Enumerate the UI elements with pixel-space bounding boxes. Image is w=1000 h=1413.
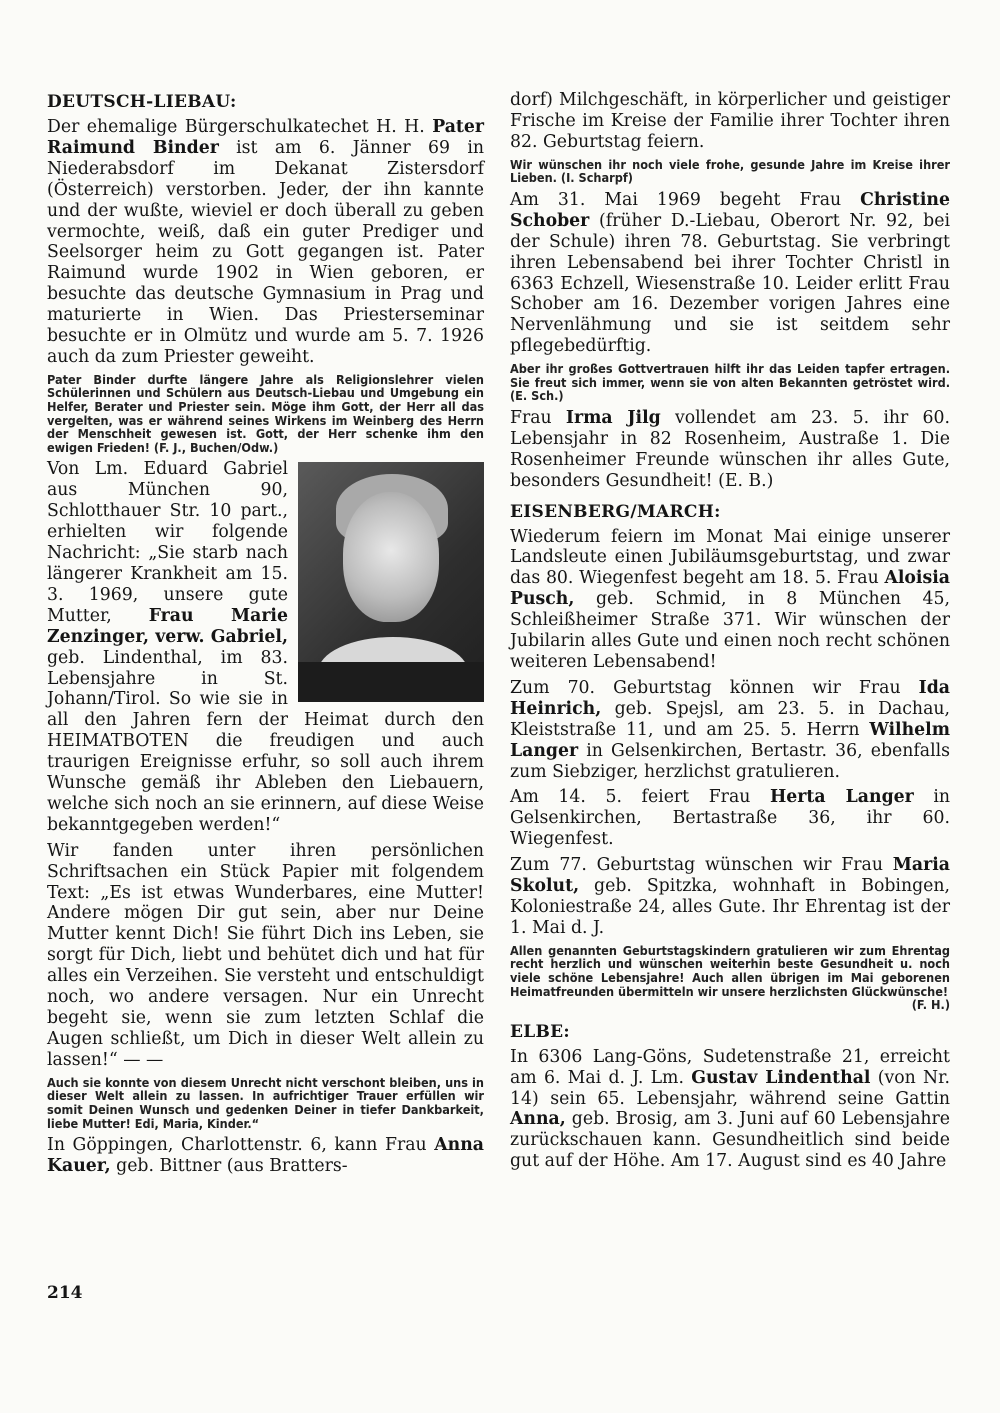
person-name: Anna, <box>510 1109 566 1130</box>
note-signature: (F. H.) <box>911 997 950 1013</box>
kauer-continued <box>510 90 950 153</box>
pusch-paragraph: Wiederum feiern im Monat Mai einige unserer Landsleute einen Jubiläumsgeburtstag, und zwar das 80. Wiegenfest begeht am 18. 5. Frau Aloisia Pusch, geb. Schmid, in 8 München 45, Schleißheimer Straße 371. Wir wünschen der Jubilarin alles Gute und einen noch recht schönen weiteren Lebensabend! <box>510 526 950 672</box>
section-heading-deutsch-liebau: DEUTSCH-LIEBAU: <box>47 92 237 112</box>
skolut-paragraph: Zum 77. Geburtstag wünschen wir Frau Maria Skolut, geb. Spitzka, wohnhaft in Bobingen, Koloniestraße 24, alles Gute. Ihr Ehrentag ist der 1. Mai d. J. <box>510 855 950 938</box>
lindenthal-paragraph: In 6306 Lang-Göns, Sudetenstraße 21, erreicht am 6. Mai d. J. Lm. Gustav Lindenthal (von Nr. 14) sein 65. Lebensjahr, während seine Gattin Anna, geb. Brosig, am 3. Juni auf 60 Lebensjahre zurückschauen kann. Gesundheitlich sind beide gut auf der Höhe. Am 17. August sind es 40 Jahre <box>510 1046 950 1172</box>
person-name: Maria Skolut, <box>510 855 950 897</box>
mother-quote-paragraph: Wir fanden unter ihren persönlichen Schriftsachen ein Stück Papier mit folgendem Text: „Es ist etwas Wunderbares, eine Mutter! Andere mögen Dir gut sein, aber nur Deine Mutter kennt Dich! Sie führt Dich ins Leben, sie sorgt für Dich, liebt und behütet dich und hat für alles ein Verzeihen. Sie versteht und entschuldigt noch, wo andere versagen. Nur ein Unrecht begeht sie, wenn sie zum letzten Schlaf die Augen schließt, um Dich in dieser Welt allein zu lassen!“ — — <box>47 840 484 1070</box>
heinrich-langer-paragraph: Zum 70. Geburtstag können wir Frau Ida Heinrich, geb. Spejsl, am 23. 5. in Dachau, Kleiststraße 11, und am 25. 5. Herrn Wilhelm Langer in Gelsenkirchen, Bertastr. 36, ebenfalls zum Siebziger, herzlichst gratulieren. <box>510 677 950 782</box>
schober-note: Aber ihr großes Gottvertrauen hilft ihr das Leiden tapfer ertragen. Sie freut sich immer, wenn sie von alten Bekannten getröstet wird. (E. Sch.) <box>510 361 950 404</box>
left-column <box>47 90 484 1182</box>
person-name: Frau Marie Zenzinger, verw. Gabriel, <box>47 605 288 647</box>
family-note: Auch sie konnte von diesem Unrecht nicht verschont bleiben, uns in dieser Welt allein zu lassen. In aufrichtiger Trauer erfüllen wir somit Deinen Wunsch und gedenken Deiner in tiefer Dankbarkeit, liebe Mutter! Edi, Maria, Kinder.“ <box>47 1074 484 1131</box>
zenzinger-article <box>47 459 484 1070</box>
schober-article <box>510 190 950 357</box>
binder-article <box>47 117 484 368</box>
zenzinger-paragraph: Von Lm. Eduard Gabriel aus München 90, Schlotthauer Str. 10 part., erhielten wir folgende Nachricht: „Sie starb nach längerer Krankheit am 15. 3. 1969, unsere gute Mutter, Frau Marie Zenzinger, verw. Gabriel, geb. Lindenthal, im 83. Lebensjahre in St. Johann/Tirol. So wie sie in all den Jahren fern der Heimat durch den HEIMATBOTEN die freudigen und auch traurigen Ereignisse erfuhr, so soll auch ihrem Wunsche gemäß ihr Ableben den Liebauern, welche sich noch an sie erinnern, auf diese Weise bekanntgegeben werden!“ <box>47 459 484 835</box>
person-name: Wilhelm Langer <box>510 719 950 761</box>
schober-paragraph: Am 31. Mai 1969 begeht Frau Christine Schober (früher D.-Liebau, Oberort Nr. 92, bei der Schule) ihren 78. Geburtstag. Sie verbringt ihren Lebensabend bei ihrer Tochter Christl in 6363 Echzell, Wiesenstraße 10. Leider erlitt Frau Schober am 16. Dezember vorigen Jahres eine Nervenlähmung und sie ist seitdem sehr pflegebedürftig. <box>510 189 950 357</box>
person-name: Herta Langer <box>769 787 914 808</box>
herta-langer-paragraph: Am 14. 5. feiert Frau Herta Langer in Gelsenkirchen, Bertastraße 36, ihr 60. Wiegenfest. <box>510 787 950 850</box>
congratulations-note: Allen genannten Geburtstagskindern gratulieren wir zum Ehrentag recht herzlich und wünschen weiterhin beste Gesundheit u. noch viele schöne Lebensjahre! Auch allen übrigen im Mai geborenen Heimatfreunden übermitteln wir unsere herzlichsten Glückwünsche! (F. H.) <box>510 942 950 1013</box>
binder-note: Pater Binder durfte längere Jahre als Religionslehrer vielen Schülerinnen und Schülern aus Deutsch-Liebau und Umgebung ein Helfer, Berater und Priester sein. Möge ihm Gott, der Herr all das vergelten, was er während seines Wirkens im Weinberg des Herrn der Menschheit gewesen ist. Gott, der Herr schenke ihm den ewigen Frieden! (F. J., Buchen/Odw.) <box>47 371 484 455</box>
kauer-paragraph: In Göppingen, Charlottenstr. 6, kann Frau Anna Kauer, geb. Bittner (aus Bratters- <box>47 1135 484 1176</box>
scharpf-note: Wir wünschen ihr noch viele frohe, gesunde Jahre im Kreise ihrer Lieben. (I. Scharpf) <box>510 156 950 186</box>
elbe-article <box>510 1047 950 1172</box>
person-name: Gustav Lindenthal <box>691 1067 871 1088</box>
portrait-photo <box>298 462 484 702</box>
person-name: Irma Jilg <box>565 407 661 428</box>
jilg-article <box>510 408 950 492</box>
section-heading-eisenberg: EISENBERG/MARCH: <box>510 501 721 522</box>
eisenberg-articles <box>510 527 950 939</box>
section-heading-elbe: ELBE: <box>510 1021 571 1042</box>
person-name: Ida Heinrich, <box>510 677 950 719</box>
person-name: Christine Schober <box>510 189 950 231</box>
kauer-continued-paragraph: dorf) Milchgeschäft, in körperlicher und geistiger Frische im Kreise der Familie ihrer Tochter ihren 82. Geburtstag feiern. <box>510 90 950 152</box>
person-name: Pater Raimund Binder <box>47 117 484 158</box>
person-name: Anna Kauer, <box>47 1135 484 1176</box>
kauer-article <box>47 1135 484 1177</box>
person-name: Aloisia Pusch, <box>510 568 950 610</box>
right-column <box>510 90 950 1177</box>
jilg-paragraph: Frau Irma Jilg vollendet am 23. 5. ihr 60. Lebensjahr in 82 Rosenheim, Austraße 1. Die Rosenheimer Freunde wünschen ihr alles Gute, besonders Gesundheit! (E. B.) <box>510 407 951 491</box>
page-number: 214 <box>47 1283 83 1303</box>
binder-paragraph: Der ehemalige Bürgerschulkatechet H. H. Pater Raimund Binder ist am 6. Jänner 69 in Niederabsdorf im Dekanat Zistersdorf (Österreich) verstorben. Jeder, der ihn kannte und der wußte, wieviel er doch überall zu geben vermochte, weiß, daß ein guter Prediger und Seelsorger heim zu Gott gegangen ist. Pater Raimund wurde 1902 in Wien geboren, er besuchte das deutsche Gymnasium in Prag und maturierte in Wien. Das Priesterseminar besuchte er in Olmütz und wurde am 5. 7. 1926 auch da zum Priester geweiht. <box>47 117 485 367</box>
